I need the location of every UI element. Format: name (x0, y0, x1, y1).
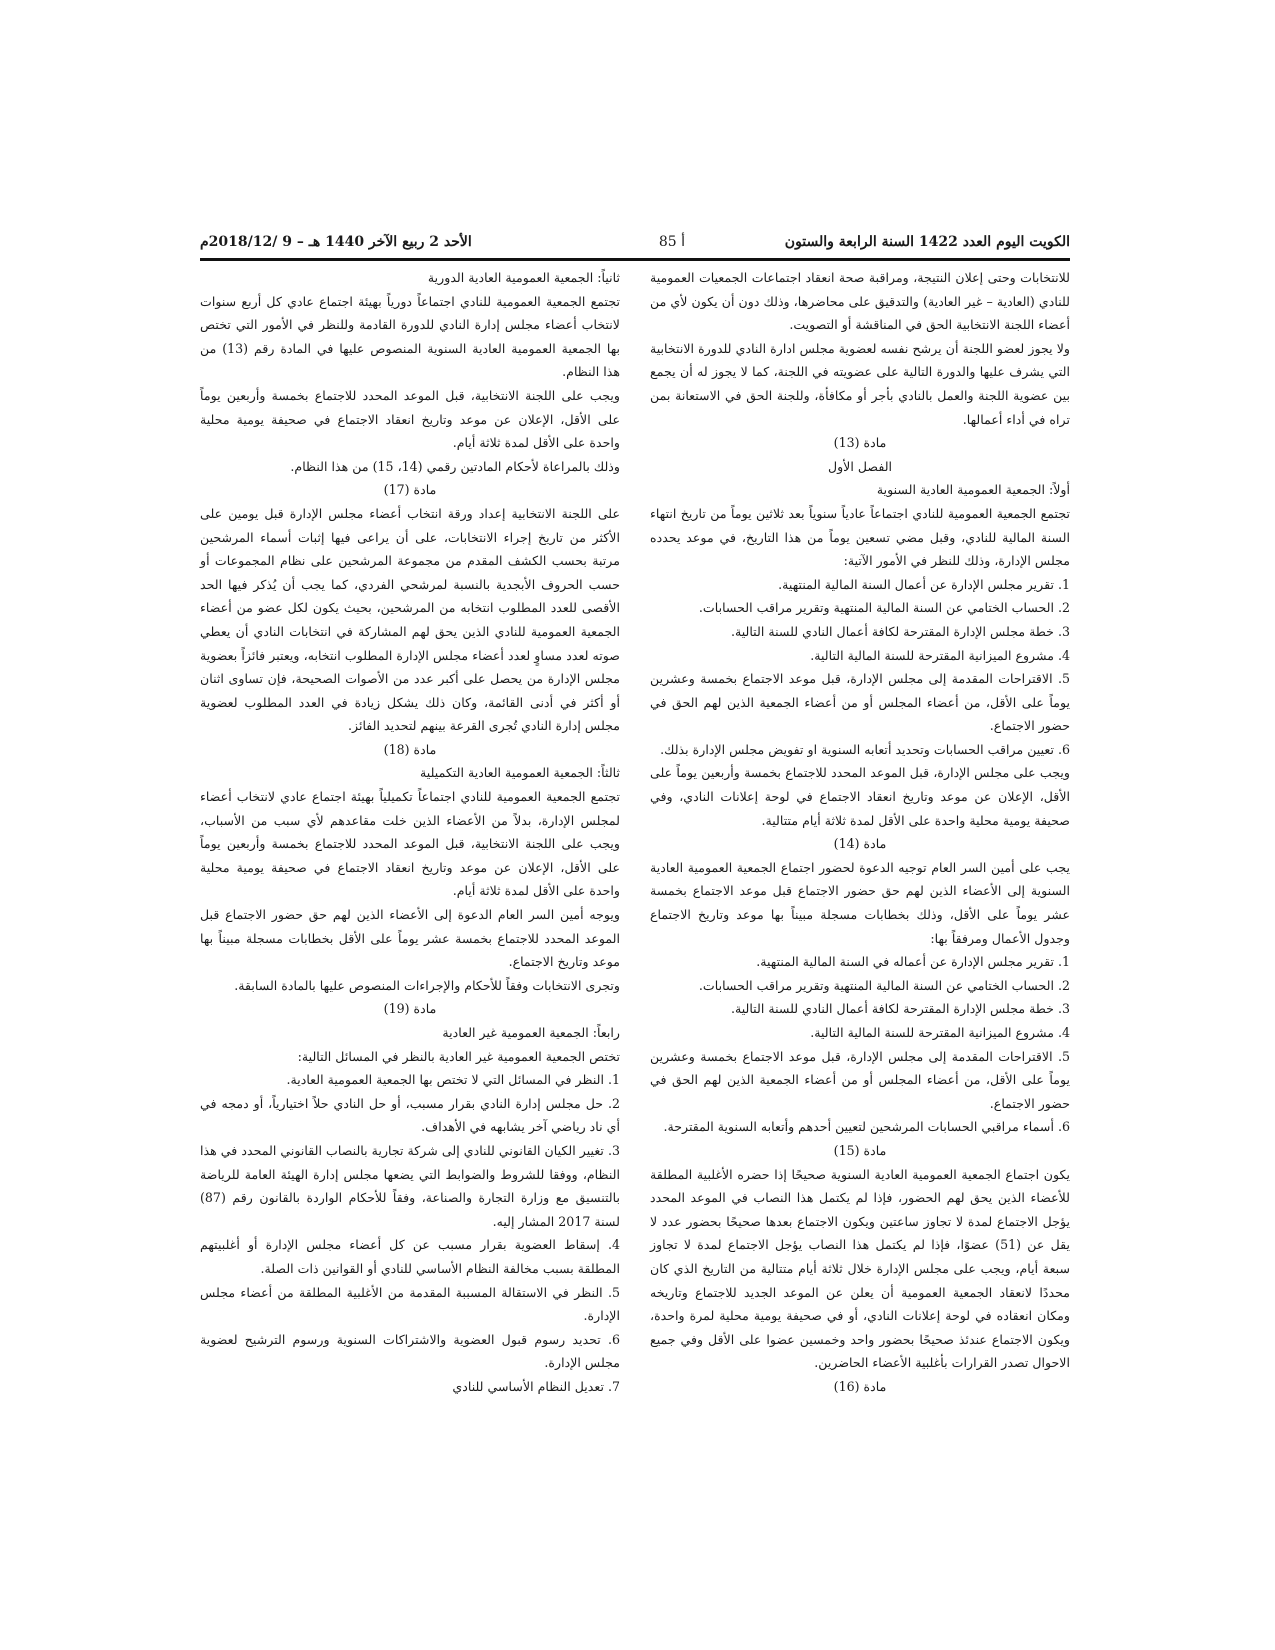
section-heading: أولاً: الجمعية العمومية العادية السنوية (876, 482, 1070, 498)
paragraph: للانتخابات وحتى إعلان النتيجة، ومراقبة صحة انعقاد اجتماعات الجمعيات العمومية للنادي (العادية – غير العادية) والتدقيق على محاضرها، وذلك دون أن يكون لأي من أعضاء اللجنة الانتخابية الحق في المناقشة أو التصويت. (650, 270, 1070, 333)
list-item: 3. تغيير الكيان القانوني للنادي إلى شركة تجارية بالنصاب القانوني المحدد في هذا النظام، ووفقا للشروط والضوابط التي يضعها مجلس إدارة الهيئة العامة للرياضة بالتنسيق مع وزارة التجارة والصناعة، وفقاً للأحكام الواردة بالقانون رقم (87) لسنة 2017 المشار إليه. (200, 1142, 620, 1229)
paragraph: ويجب على مجلس الإدارة، قبل الموعد المحدد للاجتماع بخمسة وأربعين يوماً على الأقل، الإعلان عن موعد وتاريخ انعقاد الاجتماع في لوحة إعلانات النادي، وفي صحيفة يومية محلية واحدة على الأقل لمدة ثلاثة أيام متتالية. (650, 765, 1070, 828)
paragraph: ولا يجوز لعضو اللجنة أن يرشح نفسه لعضوية مجلس ادارة النادي للدورة الانتخابية التي يشرف عليها والدورة التالية على عضويته في اللجنة، كما لا يجوز له أن يجمع بين عضوية اللجنة والعمل بالنادي بأجر أو مكافأة، وللجنة الحق في الاستعانة بمن تراه في أداء أعمالها. (650, 340, 1070, 427)
article-heading: مادة (14) (833, 836, 887, 852)
chapter-heading: الفصل الأول (827, 458, 893, 474)
article-heading: مادة (17) (383, 482, 437, 498)
page-header (200, 232, 1070, 258)
list-item: 1. النظر في المسائل التي لا تختص بها الجمعية العمومية العادية. (286, 1072, 620, 1088)
list-item: 4. مشروع الميزانية المقترحة للسنة المالية التالية. (810, 1025, 1070, 1040)
list-item: 2. حل مجلس إدارة النادي بقرار مسبب، أو حل النادي حلاً اختيارياً، أو دمجه في أي ناد رياضي آخر يشابهه في الأهداف. (200, 1095, 620, 1135)
paragraph: على اللجنة الانتخابية إعداد ورقة انتخاب أعضاء مجلس الإدارة قبل يومين على الأكثر من تاريخ إجراء الانتخابات، على أن يراعى فيها إثبات أسماء المرشحين مرتبة بحسب الكشف المقدم من مجموعة المرشحين على نظام المجموعات أو حسب الحروف الأبجدية بالنسبة لمرشحي الفردي، كما يجب أن يُذكر فيها الحد الأقصى للعدد المطلوب انتخابه من المرشحين، بحيث يكون لكل عضو من أعضاء الجمعية العمومية للنادي الذين يحق لهم المشاركة في انتخابات النادي أن يعطي صوته لعدد مساوٍ لعدد أعضاء مجلس الإدارة المطلوب انتخابه، ويعتبر فائزاً بعضوية مجلس الإدارة من يحصل على أكبر عدد من الأصوات الصحيحة، فإن تساوى اثنان أو أكثر في أدنى القائمة، وكان ذلك يشكل زيادة في العدد المطلوب لعضوية مجلس إدارة النادي تُجرى القرعة بينهم لتحديد الفائز. (200, 505, 620, 734)
article-heading: مادة (19) (383, 1001, 437, 1017)
list-item: 3. خطة مجلس الإدارة المقترحة لكافة أعمال النادي للسنة التالية. (730, 623, 1070, 639)
paragraph: تجتمع الجمعية العمومية للنادي اجتماعاً تكميلياً بهيئة اجتماع عادي لانتخاب أعضاء لمجلس الإدارة، بدلاً من الأعضاء الذين خلت مقاعدهم لأي سبب من الأسباب، ويجب على اللجنة الانتخابية، قبل الموعد المحدد للاجتماع بخمسة وأربعين يوماً على الأقل، الإعلان عن موعد وتاريخ انعقاد الاجتماع في صحيفة يومية محلية واحدة على الأقل لمدة ثلاثة أيام. (200, 789, 620, 899)
section-heading: ثانياً: الجمعية العمومية العادية الدورية (427, 270, 620, 285)
paragraph: تختص الجمعية العمومية غير العادية بالنظر في المسائل التالية: (297, 1048, 620, 1064)
list-item: 2. الحساب الختامي عن السنة المالية المنتهية وتقرير مراقب الحسابات. (698, 977, 1070, 993)
article-heading: مادة (16) (833, 1378, 887, 1394)
masthead: الكويت اليوم العدد 1422 السنة الرابعة والستون (784, 234, 1070, 250)
list-item: 4. مشروع الميزانية المقترحة للسنة المالية التالية. (810, 647, 1070, 663)
paragraph: ويوجه أمين السر العام الدعوة إلى الأعضاء الذين لهم حق حضور الاجتماع قبل الموعد المحدد للاجتماع بخمسة عشر يوماً على الأقل بخطابات مسجلة مبيناً بها موعد وتاريخ الاجتماع. (200, 907, 620, 970)
list-item: 6. تعيين مراقب الحسابات وتحديد أتعابه السنوية او تفويض مجلس الإدارة بذلك. (660, 741, 1070, 757)
left-column (200, 266, 620, 1399)
list-item: 5. الاقتراحات المقدمة إلى مجلس الإدارة، قبل موعد الاجتماع بخمسة وعشرين يوماً على الأقل، من أعضاء المجلس أو من أعضاء الجمعية الذين لهم الحق في حضور الاجتماع. (650, 1048, 1070, 1111)
issue-date: الأحد 2 ربيع الآخر 1440 هـ – 9 /2018/12م (200, 234, 472, 250)
section-heading: ثالثاً: الجمعية العمومية العادية التكميلية (420, 765, 620, 781)
paragraph: وذلك بالمراعاة لأحكام المادتين رقمي (14، 15) من هذا النظام. (290, 458, 620, 474)
list-item: 2. الحساب الختامي عن السنة المالية المنتهية وتقرير مراقب الحسابات. (698, 600, 1070, 616)
list-item: 6. أسماء مراقبي الحسابات المرشحين لتعيين أحدهم وأتعابه السنوية المقترحة. (663, 1119, 1070, 1135)
list-item: 1. تقرير مجلس الإدارة عن أعماله في السنة المالية المنتهية. (756, 954, 1070, 970)
paragraph: ويجب على اللجنة الانتخابية، قبل الموعد المحدد للاجتماع بخمسة وأربعين يوماً على الأقل، الإعلان عن موعد وتاريخ انعقاد الاجتماع في صحيفة يومية محلية واحدة على الأقل لمدة ثلاثة أيام. (200, 387, 620, 451)
list-item: 6. تحديد رسوم قبول العضوية والاشتراكات السنوية ورسوم الترشيح لعضوية مجلس الإدارة. (200, 1331, 620, 1371)
header-rule (200, 258, 1070, 261)
list-item: 7. تعديل النظام الأساسي للنادي (452, 1378, 620, 1394)
section-heading: رابعاً: الجمعية العمومية غير العادية (442, 1025, 620, 1040)
list-item: 3. خطة مجلس الإدارة المقترحة لكافة أعمال النادي للسنة التالية. (730, 1001, 1070, 1017)
paragraph: تجتمع الجمعية العمومية للنادي اجتماعاً عادياً سنوياً بعد ثلاثين يوماً من تاريخ انتهاء السنة المالية للنادي، وقبل مضي تسعين يوماً من هذا التاريخ، في موعد يحدده مجلس الإدارة، وذلك للنظر في الأمور الآتية: (650, 505, 1070, 569)
list-item: 1. تقرير مجلس الإدارة عن أعمال السنة المالية المنتهية. (778, 576, 1070, 592)
paragraph: يكون اجتماع الجمعية العمومية العادية السنوية صحيحًا إذا حضره الأغلبية المطلقة للأعضاء الذين يحق لهم الحضور، فإذا لم يكتمل هذا النصاب في الموعد المحدد يؤجل الاجتماع لمدة لا تجاوز ساعتين ويكون الاجتماع بعدها صحيحًا بحضور عدد لا يقل عن (51) عضوًا، فإذا لم يكتمل هذا النصاب يؤجل الاجتماع لمدة لا تجاوز سبعة أيام، ويجب على مجلس الإدارة خلال ثلاثة أيام متتالية من التاريخ الذي كان محددًا لانعقاد الجمعية العمومية أن يعلن عن الموعد الجديد للاجتماع وتاريخه ومكان انعقاده في لوحة إعلانات النادي، أو في صحيفة يومية محلية لمرة واحدة، ويكون الاجتماع عندئذ صحيحًا بحضور واحد وخمسين عضوا على الأقل وفي جميع الاحوال تصدر القرارات بأغلبية الأعضاء الحاضرين. (650, 1166, 1071, 1371)
paragraph: يجب على أمين السر العام توجيه الدعوة لحضور اجتماع الجمعية العمومية العادية السنوية إلى الأعضاء الذين لهم حق حضور الاجتماع قبل موعد الاجتماع بخمسة عشر يوماً على الأقل، وذلك بخطابات مسجلة مبيناً بها موعد وتاريخ الاجتماع وجدول الأعمال ومرفقاً بها: (650, 859, 1070, 946)
page-number: أ 85 (658, 234, 685, 250)
right-column (650, 266, 1070, 1399)
paragraph: وتجرى الانتخابات وفقاً للأحكام والإجراءات المنصوص عليها بالمادة السابقة. (234, 977, 620, 993)
article-heading: مادة (18) (383, 741, 437, 757)
list-item: 5. النظر في الاستقالة المسببة المقدمة من الأغلبية المطلقة من أعضاء مجلس الإدارة. (200, 1284, 620, 1324)
list-item: 4. إسقاط العضوية بقرار مسبب عن كل أعضاء مجلس الإدارة أو أغلبيتهم المطلقة بسبب مخالفة النظام الأساسي للنادي أو القوانين ذات الصلة. (200, 1237, 620, 1276)
article-heading: مادة (15) (833, 1142, 887, 1158)
article-heading: مادة (13) (833, 435, 887, 451)
paragraph: تجتمع الجمعية العمومية للنادي اجتماعاً دورياً بهيئة اجتماع عادي كل أربع سنوات لانتخاب أعضاء مجلس إدارة النادي للدورة القادمة وللنظر في الأمور التي تختص بها الجمعية العمومية العادية السنوية المنصوص عليها في المادة رقم (13) من هذا النظام. (200, 293, 621, 380)
list-item: 5. الاقتراحات المقدمة إلى مجلس الإدارة، قبل موعد الاجتماع بخمسة وعشرين يوماً على الأقل، من أعضاء المجلس أو من أعضاء الجمعية الذين لهم الحق في حضور الاجتماع. (650, 671, 1070, 734)
